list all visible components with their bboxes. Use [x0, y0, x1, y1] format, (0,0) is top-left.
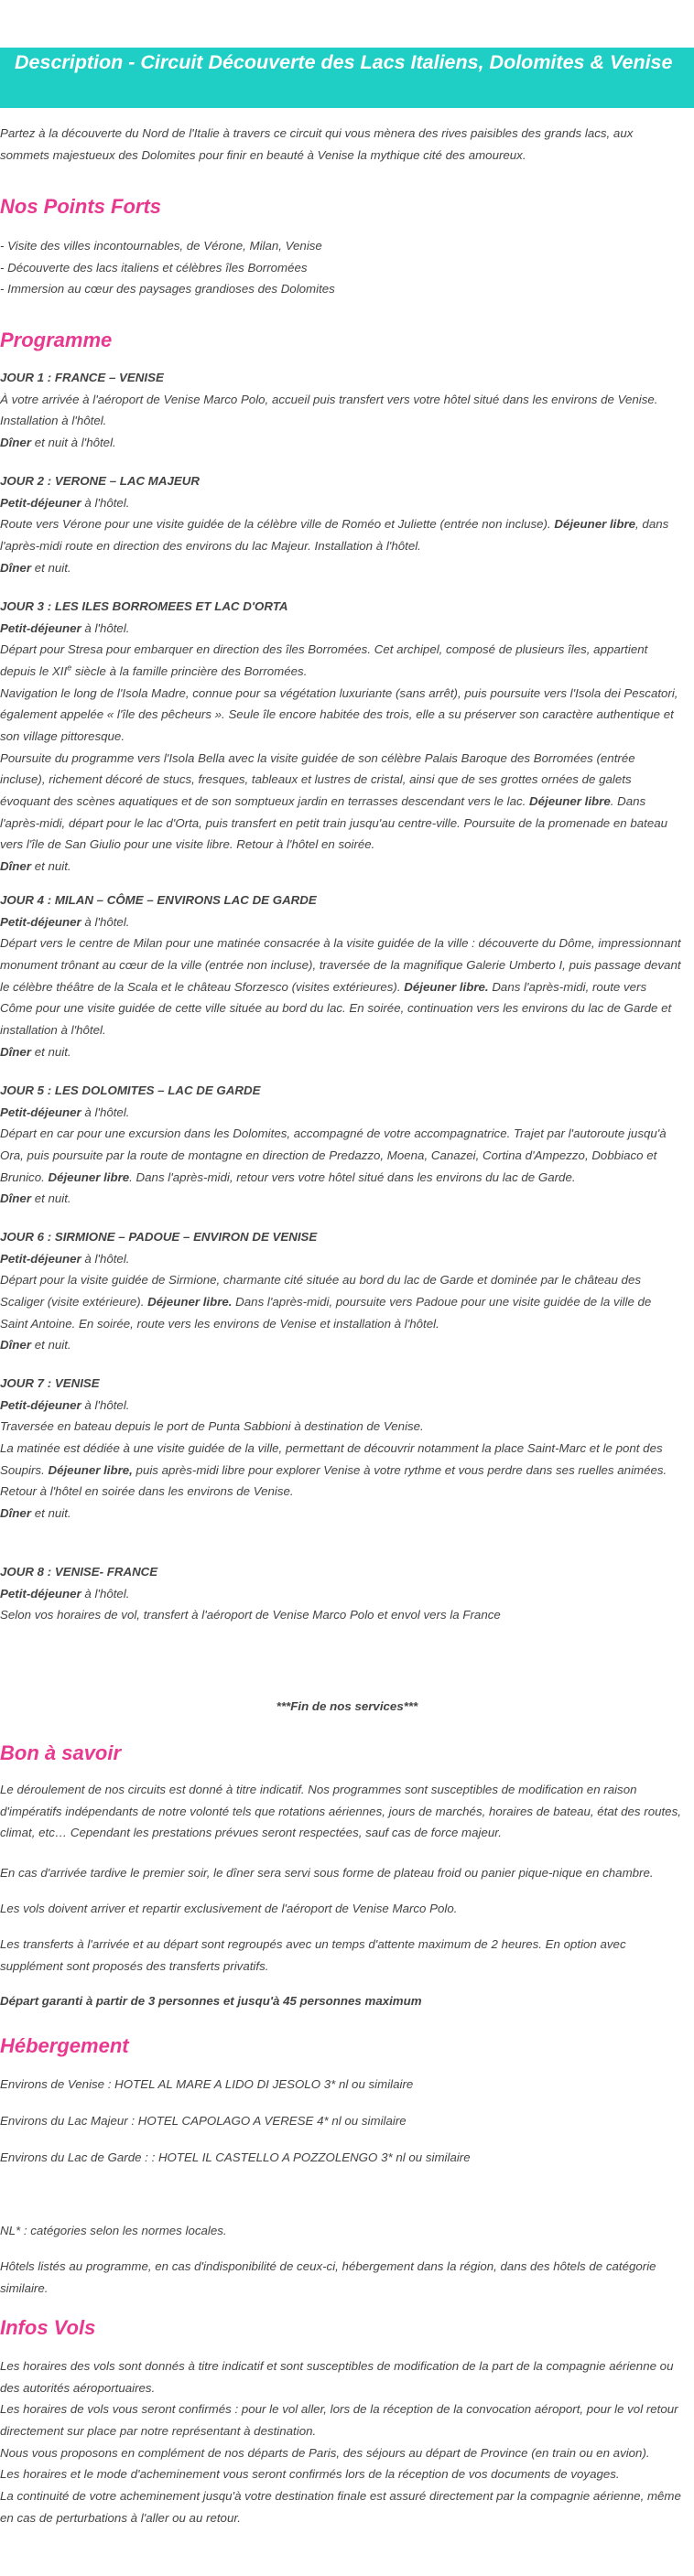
infos-vols-line: La continuité de votre acheminement jusqu'à votre destination finale est assuré directement par la compagnie aérienne, même en cas de perturbations à l'aller ou au retour. [0, 2488, 681, 2525]
dejeuner-libre: Déjeuner libre [529, 793, 611, 808]
dejeuner-libre: Déjeuner libre, [48, 1462, 133, 1477]
petit-dejeuner-text: à l'hôtel. [81, 1251, 130, 1266]
day-text: Route vers Vérone pour une visite guidée de la célèbre ville de Roméo et Juliette (entrée non incluse). [0, 517, 555, 532]
day-text: Départ vers le centre de Milan pour une matinée consacrée à la visite guidée de la ville : découverte du Dôme, impressionnant monument trônant au cœur de la ville (entrée non incluse), traversée de la magnifique Galerie Umberto I, puis passage devant le célèbre théâtre de la Scala et le château Sforzesco (visites extérieures). [0, 936, 681, 994]
points-forts-heading: Nos Points Forts [0, 195, 162, 218]
diner-label: Dîner [0, 560, 31, 575]
programme-heading: Programme [0, 329, 113, 351]
petit-dejeuner-text: à l'hôtel. [81, 1397, 130, 1412]
points-forts-list [0, 235, 682, 300]
petit-dejeuner-label: Petit-déjeuner [0, 620, 81, 635]
dejeuner-libre: Déjeuner libre. [147, 1294, 233, 1309]
petit-dejeuner-label: Petit-déjeuner [0, 1586, 81, 1601]
day-text: Dans l'après-midi, poursuite vers Padoue pour une visite guidée de la ville de Saint Antoine. En soirée, route vers les environs de Venise et installation à l'hôtel. [0, 1294, 652, 1331]
diner-text: et nuit. [31, 1505, 71, 1520]
bon-a-savoir-p5: Départ garanti à partir de 3 personnes et jusqu'à 45 personnes maximum [0, 1994, 422, 2008]
day-3 [0, 596, 682, 878]
petit-dejeuner-label: Petit-déjeuner [0, 1251, 81, 1266]
hebergement-note: NL* : catégories selon les normes locales. [0, 2224, 227, 2237]
hotel-item: Environs du Lac de Garde : : HOTEL IL CASTELLO A POZZOLENGO 3* nl ou similaire [0, 2150, 471, 2164]
day-title: JOUR 6 : SIRMIONE – PADOUE – ENVIRON DE VENISE [0, 1230, 318, 1244]
diner-label: Dîner [0, 1044, 31, 1059]
petit-dejeuner-label: Petit-déjeuner [0, 1397, 81, 1412]
day-7 [0, 1373, 682, 1525]
bon-a-savoir-p3: Les vols doivent arriver et repartir exclusivement de l'aéroport de Venise Marco Polo. [0, 1902, 458, 1915]
day-6 [0, 1226, 682, 1356]
day-text: Départ pour la visite guidée de Sirmione, charmante cité située au bord du lac de Garde et dominée par le château des Scaliger (visite extérieure). [0, 1273, 641, 1309]
day-text: La matinée est dédiée à une visite guidée de la ville, permettant de découvrir notamment la place Saint-Marc et le pont des Soupirs. [0, 1440, 663, 1477]
hebergement-note: Hôtels listés au programme, en cas d'indisponibilité de ceux-ci, hébergement dans la région, dans des hôtels de catégorie similaire. [0, 2259, 656, 2295]
list-item: - Visite des villes incontournables, de Vérone, Milan, Venise [0, 239, 322, 253]
superscript: e [67, 663, 72, 673]
petit-dejeuner-label: Petit-déjeuner [0, 495, 81, 510]
day-2 [0, 470, 682, 578]
day-text: puis après-midi libre pour explorer Venise à votre rythme et vous perdre dans ses ruelles animées. [132, 1462, 667, 1477]
bon-a-savoir-p4: Les transferts à l'arrivée et au départ sont regroupés avec un temps d'attente maximum de 2 heures. En option avec supplément sont proposés des transferts privatifs. [0, 1937, 626, 1973]
day-text: . Dans l'après-midi, retour vers votre hôtel situé dans les environs du lac de Garde. [129, 1169, 576, 1184]
diner-text: et nuit. [31, 1044, 71, 1059]
day-text: Traversée en bateau depuis le port de Punta Sabbioni à destination de Venise. [0, 1419, 424, 1434]
petit-dejeuner-label: Petit-déjeuner [0, 914, 81, 929]
infos-vols-text [0, 2355, 682, 2528]
day-text: À votre arrivée à l'aéroport de Venise Marco Polo, accueil puis transfert vers votre hôtel situé dans les environs de Venise. Installation à l'hôtel. [0, 392, 658, 428]
diner-label: Dîner [0, 1191, 31, 1206]
bon-a-savoir-heading: Bon à savoir [0, 1741, 122, 1764]
diner-label: Dîner [0, 1338, 31, 1353]
day-text: Retour à l'hôtel en soirée dans les environs de Venise. [0, 1484, 294, 1499]
petit-dejeuner-text: à l'hôtel. [81, 1105, 130, 1119]
diner-label: Dîner [0, 858, 31, 873]
infos-vols-line: Les horaires et le mode d'acheminement vous seront confirmés lors de la réception de vos documents de voyages. [0, 2467, 620, 2482]
day-title: JOUR 4 : MILAN – CÔME – ENVIRONS LAC DE GARDE [0, 893, 317, 907]
petit-dejeuner-text: à l'hôtel. [81, 1586, 130, 1601]
diner-text: et nuit. [31, 560, 71, 575]
diner-label: Dîner [0, 1505, 31, 1520]
petit-dejeuner-label: Petit-déjeuner [0, 1105, 81, 1119]
bon-a-savoir-p2: En cas d'arrivée tardive le premier soir, le dîner sera servi sous forme de plateau froid ou panier pique-nique en chambre. [0, 1866, 654, 1880]
dejeuner-libre: Déjeuner libre [48, 1169, 130, 1184]
day-5 [0, 1080, 682, 1210]
day-title: JOUR 2 : VERONE – LAC MAJEUR [0, 474, 200, 488]
day-text: Navigation le long de l'Isola Madre, connue pour sa végétation luxuriante (sans arrêt), puis poursuite vers l'Isola dei Pescatori, également appelée « l'île des pêcheurs ». Seule île encore habitée des trois, elle a su préserver son caractère authentique et son village pittoresque. [0, 685, 678, 743]
infos-vols-line: Les horaires de vols vous seront confirmés : pour le vol aller, lors de la réception de la convocation aéroport, pour le vol retour directement sur place par notre représentant à destination. [0, 2402, 678, 2438]
infos-vols-line: Nous vous proposons en complément de nos départs de Paris, des séjours au départ de Province (en train ou en avion). [0, 2445, 650, 2460]
hotel-item: Environs de Venise : HOTEL AL MARE A LIDO DI JESOLO 3* nl ou similaire [0, 2077, 414, 2091]
day-text: Départ en car pour une excursion dans les Dolomites, accompagné de votre accompagnatrice. Trajet par l'autoroute jusqu'à Ora, puis poursuite par la route de montagne en direction de Predazzo, Moena, Canazei, Cortina d'Ampezzo, Dobbiaco et Brunico. [0, 1126, 667, 1184]
day-text: Selon vos horaires de vol, transfert à l'aéroport de Venise Marco Polo et envol vers la France [0, 1608, 501, 1622]
petit-dejeuner-text: à l'hôtel. [81, 495, 130, 510]
day-text: Dans l'après-midi, route vers Côme pour une visite guidée de cette ville située au bord du lac. En soirée, continuation vers les environs du lac de Garde et installation à l'hôtel. [0, 979, 672, 1037]
dejeuner-libre: Déjeuner libre [554, 517, 636, 532]
end-of-services: ***Fin de nos services*** [276, 1699, 418, 1713]
diner-text: et nuit. [31, 1191, 71, 1206]
hebergement-heading: Hébergement [0, 2034, 129, 2057]
day-title: JOUR 8 : VENISE- FRANCE [0, 1565, 158, 1579]
diner-label: Dîner [0, 435, 31, 449]
bon-a-savoir-p1: Le déroulement de nos circuits est donné à titre indicatif. Nos programmes sont susceptibles de modification en raison d'impératifs indépendants de notre volonté tels que rotations aériennes, jours de marchés, horaires de bateau, état des routes, climat, etc… Cependant les prestations prévues seront respectées, sauf cas de force majeur. [0, 1783, 681, 1840]
hotel-item: Environs du Lac Majeur : HOTEL CAPOLAGO A VERESE 4* nl ou similaire [0, 2114, 407, 2128]
day-text: Poursuite du programme vers l'Isola Bella avec la visite guidée de son célèbre Palais Baroque des Borromées (entrée incluse), richement décoré de stucs, fresques, tableaux et lustres de cristal, ainsi que de ses grottes ornées de galets évoquant des scènes aquatiques et de son somptueux jardin en terrasses descendant vers le lac. [0, 750, 635, 808]
day-text: , dans l'après-midi route en direction des environs du lac Majeur. Installation à l'hôtel. [0, 517, 669, 553]
petit-dejeuner-text: à l'hôtel. [81, 620, 130, 635]
list-item: - Immersion au cœur des paysages grandioses des Dolomites [0, 282, 335, 296]
diner-text: et nuit. [31, 858, 71, 873]
petit-dejeuner-text: à l'hôtel. [81, 914, 130, 929]
day-text: . Dans l'après-midi, départ pour le lac d'Orta, puis transfert en petit train jusqu'au centre-ville. Poursuite de la promenade en bateau vers l'île de San Giulio pour une visite libre. Retour à l'hôtel en soirée. [0, 793, 668, 852]
day-8 [0, 1561, 682, 1626]
infos-vols-line: Les horaires des vols sont donnés à titre indicatif et sont susceptibles de modification de la part de la compagnie aérienne ou des autorités aéroportuaires. [0, 2359, 674, 2395]
day-text: siècle à la famille princière des Borromées. [71, 663, 308, 678]
day-1 [0, 367, 682, 454]
list-item: - Découverte des lacs italiens et célèbres îles Borromées [0, 260, 308, 275]
day-text: Départ pour Stresa pour embarquer en direction des îles Borromées. Cet archipel, composé de plusieurs îles, appartient depuis le XII [0, 642, 648, 678]
diner-text: et nuit à l'hôtel. [34, 435, 116, 449]
diner-text: et nuit. [31, 1338, 71, 1353]
day-title: JOUR 5 : LES DOLOMITES – LAC DE GARDE [0, 1083, 261, 1097]
day-title: JOUR 3 : LES ILES BORROMEES ET LAC D'ORTA [0, 599, 288, 613]
infos-vols-heading: Infos Vols [0, 2316, 96, 2339]
description-banner [0, 48, 694, 108]
page-title: Description - Circuit Découverte des Lacs Italiens, Dolomites & Venise [15, 51, 673, 73]
day-4 [0, 889, 682, 1062]
day-diner [0, 432, 682, 454]
day-title: JOUR 7 : VENISE [0, 1376, 100, 1390]
dejeuner-libre: Déjeuner libre. [404, 979, 489, 994]
intro-text: Partez à la découverte du Nord de l'Italie à travers ce circuit qui vous mènera des rives paisibles des grands lacs, aux sommets majestueux des Dolomites pour finir en beauté à Venise la mythique cité des amoureux. [0, 126, 634, 162]
day-title: JOUR 1 : FRANCE – VENISE [0, 371, 164, 384]
